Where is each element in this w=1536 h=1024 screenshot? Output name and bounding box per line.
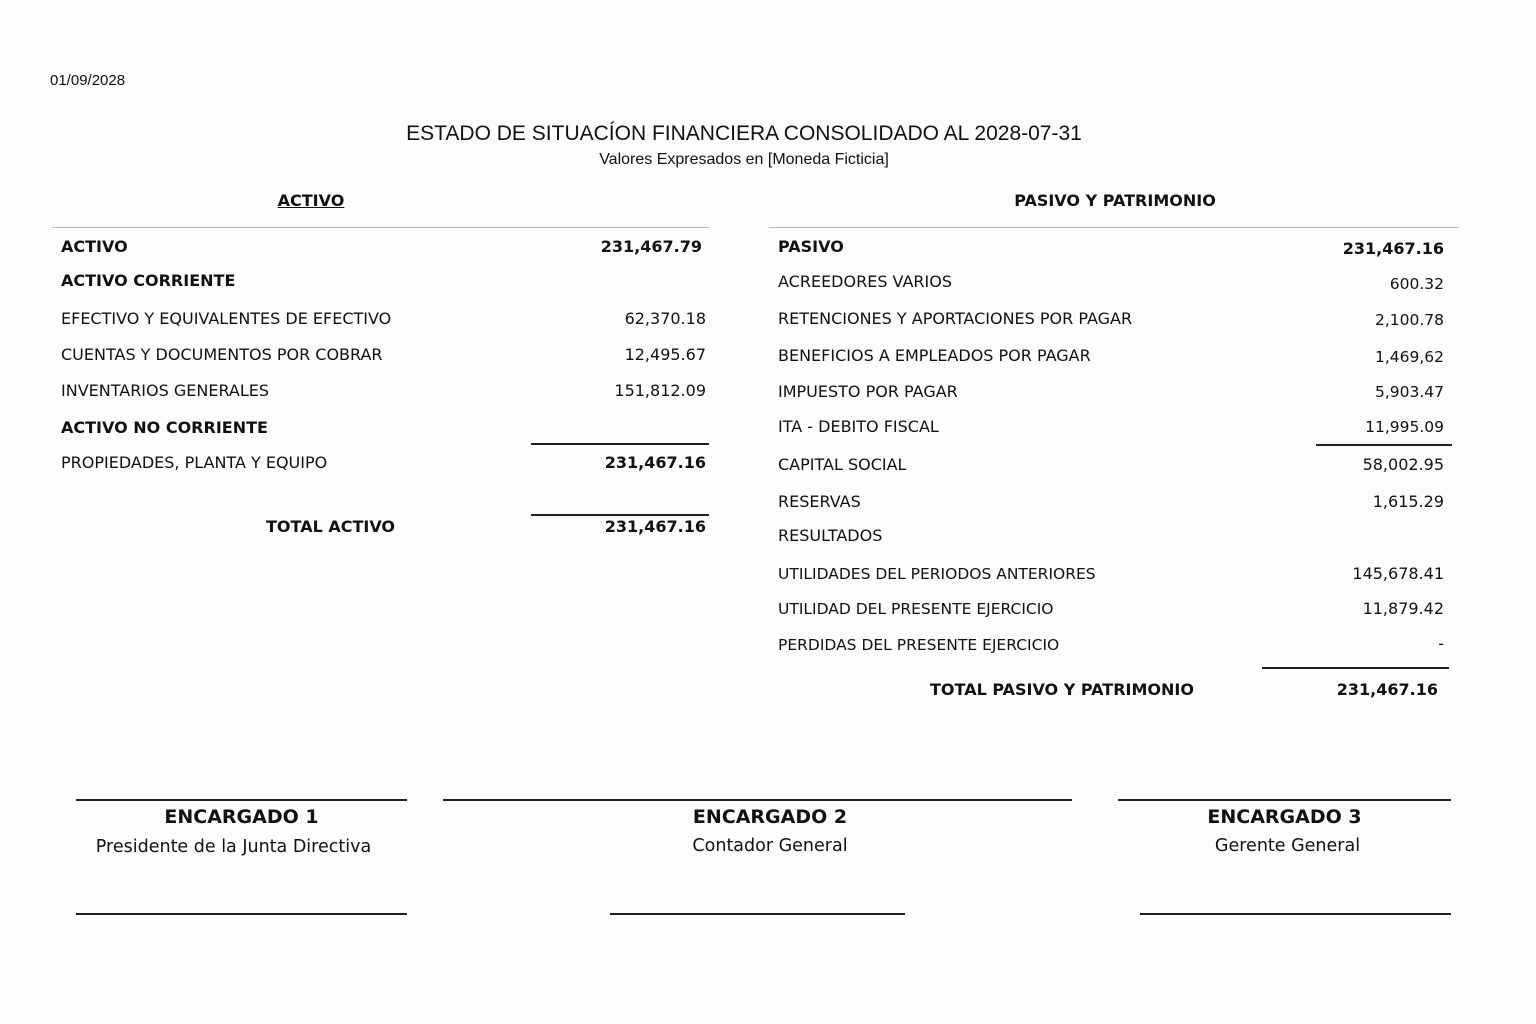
pasivo-row-label: PASIVO <box>778 237 844 256</box>
pasivo-row-label: RESERVAS <box>778 492 861 511</box>
signature-role: Presidente de la Junta Directiva <box>95 837 372 857</box>
pasivo-row-value: 58,002.95 <box>1362 455 1444 474</box>
total-activo-value: 231,467.16 <box>604 517 706 536</box>
pasivo-row-label: ITA - DEBITO FISCAL <box>778 417 939 436</box>
pasivo-divider <box>769 227 1459 228</box>
activo-row-label: ACTIVO NO CORRIENTE <box>61 418 268 437</box>
pasivo-row-value: 1,469,62 <box>1374 348 1444 366</box>
pasivo-row-value: 600.32 <box>1389 275 1444 293</box>
subtotal-rule <box>531 443 709 445</box>
signature-name: ENCARGADO 2 <box>692 806 848 828</box>
signature-name: ENCARGADO 1 <box>164 806 319 828</box>
activo-row-label: ACTIVO <box>61 237 128 256</box>
signature-line <box>76 799 407 801</box>
activo-row-value: 231,467.79 <box>600 237 702 256</box>
pasivo-row-label: UTILIDAD DEL PRESENTE EJERCICIO <box>778 600 1054 618</box>
pasivo-row-label: RESULTADOS <box>778 526 883 545</box>
pasivo-row-value: 1,615.29 <box>1372 492 1444 511</box>
activo-row-value: 62,370.18 <box>624 309 706 328</box>
pasivo-row-label: PERDIDAS DEL PRESENTE EJERCICIO <box>778 636 1060 654</box>
signature-line <box>1140 913 1451 915</box>
activo-row-value: 231,467.16 <box>604 453 706 472</box>
pasivo-row-value: 145,678.41 <box>1352 564 1444 583</box>
report-date: 01/09/2028 <box>50 72 126 89</box>
pasivo-heading: PASIVO Y PATRIMONIO <box>1014 191 1216 210</box>
activo-row-label: CUENTAS Y DOCUMENTOS POR COBRAR <box>61 345 383 364</box>
pasivo-row-label: IMPUESTO POR PAGAR <box>778 382 958 401</box>
signature-role: Contador General <box>692 836 848 856</box>
signature-role: Gerente General <box>1214 836 1361 856</box>
signature-name: ENCARGADO 3 <box>1207 806 1362 828</box>
activo-row-label: ACTIVO CORRIENTE <box>61 271 236 290</box>
total-activo-label: TOTAL ACTIVO <box>266 517 396 536</box>
activo-row-label: PROPIEDADES, PLANTA Y EQUIPO <box>61 453 328 472</box>
activo-divider <box>52 227 709 228</box>
activo-row-value: 12,495.67 <box>624 345 706 364</box>
activo-row-label: EFECTIVO Y EQUIVALENTES DE EFECTIVO <box>61 309 392 328</box>
signature-line <box>1118 799 1451 801</box>
signature-line <box>443 799 1072 801</box>
report-subtitle: Valores Expresados en [Moneda Ficticia] <box>599 151 889 168</box>
pasivo-row-value: 5,903.47 <box>1374 383 1444 401</box>
pasivo-row-value: 11,995.09 <box>1365 418 1444 436</box>
pasivo-row-label: CAPITAL SOCIAL <box>778 455 907 474</box>
pasivo-row-label: UTILIDADES DEL PERIODOS ANTERIORES <box>778 565 1096 583</box>
report-title: ESTADO DE SITUACÍON FINANCIERA CONSOLIDADO AL 2028-07-31 <box>406 122 1082 145</box>
signature-line <box>76 913 407 915</box>
pasivo-row-label: ACREEDORES VARIOS <box>778 272 953 291</box>
total-rule <box>1262 667 1449 669</box>
pasivo-row-value: 11,879.42 <box>1362 599 1444 618</box>
pasivo-row-label: RETENCIONES Y APORTACIONES POR PAGAR <box>778 309 1133 328</box>
total-pasivo-label: TOTAL PASIVO Y PATRIMONIO <box>930 680 1194 699</box>
pasivo-row-value: 231,467.16 <box>1342 239 1444 258</box>
subtotal-rule <box>1316 444 1452 446</box>
signature-line <box>610 913 905 915</box>
activo-heading: ACTIVO <box>277 191 345 210</box>
pasivo-row-value: 2,100.78 <box>1374 311 1444 329</box>
total-pasivo-value: 231,467.16 <box>1336 680 1438 699</box>
total-rule <box>531 514 709 516</box>
pasivo-row-label: BENEFICIOS A EMPLEADOS POR PAGAR <box>778 346 1091 365</box>
pasivo-row-value: - <box>1438 634 1444 653</box>
activo-row-label: INVENTARIOS GENERALES <box>61 381 270 400</box>
activo-row-value: 151,812.09 <box>614 381 706 400</box>
